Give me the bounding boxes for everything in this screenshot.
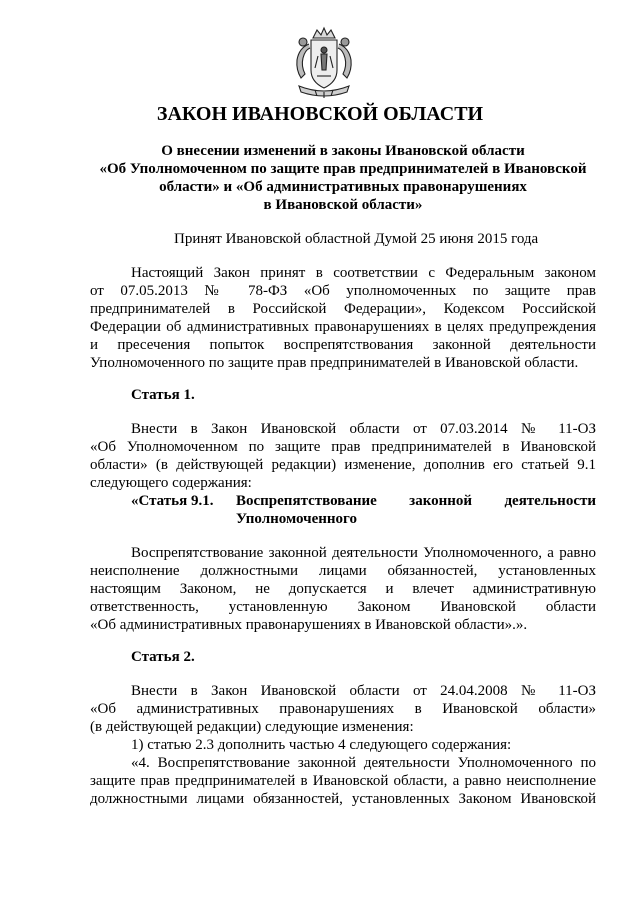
subject-line: О внесении изменений в законы Ивановской области [161, 143, 525, 159]
preamble-line: Уполномоченного по защите прав предпринимателей в Ивановской области. [90, 355, 579, 371]
article-9-1-name: Воспрепятствование законной деятельности [236, 493, 596, 509]
article1-line: «Об Уполномоченном по защите прав предпринимателей в Ивановской [90, 439, 596, 455]
preamble [90, 264, 596, 372]
article2-line: (в действующей редакции) следующие изменения: [90, 719, 414, 735]
article2-line: «4. Воспрепятствование законной деятельности Уполномоченного по [131, 755, 596, 771]
article1-heading: Статья 1. [131, 387, 195, 403]
article1-line: Внести в Закон Ивановской области от 07.03.2014 № 11-ОЗ [131, 421, 596, 437]
article-9-1-heading [90, 492, 596, 510]
article2-heading: Статья 2. [131, 649, 195, 665]
adoption-note [90, 230, 596, 248]
subject-line: в Ивановской области» [263, 197, 423, 213]
article-9-1-name-cont: Уполномоченного [236, 511, 357, 527]
document-title: ЗАКОН ИВАНОВСКОЙ ОБЛАСТИ [156, 103, 484, 125]
article1-body [90, 420, 596, 528]
preamble-line: от 07.05.2013 № 78-ФЗ «Об уполномоченных по защите прав [90, 283, 596, 299]
subject-line: области» и «Об административных правонарушениях [159, 179, 527, 195]
article-9-1-text [90, 544, 596, 634]
article-9-1-line: неисполнение должностными лицами обязанностей, установленных [90, 563, 596, 579]
law-subject [90, 142, 596, 214]
article-9-1-line: Воспрепятствование законной деятельности Уполномоченного, а равно [131, 545, 596, 561]
preamble-line: Настоящий Закон принят в соответствии с Федеральным законом [131, 265, 596, 281]
article1-line: области» (в действующей редакции) изменение, дополнив его статьей 9.1 [90, 457, 596, 473]
adoption-text: Принят Ивановской областной Думой 25 июня 2015 года [174, 231, 539, 247]
article1-line: следующего содержания: [90, 475, 252, 491]
article2-body [90, 682, 596, 808]
article-9-1-line: ответственность, установленную Законом Ивановской области [90, 599, 596, 615]
preamble-line: Федерации об административных правонарушениях в целях предупреждения [90, 319, 596, 335]
article2-line: «Об административных правонарушениях в Ивановской области» [90, 701, 596, 717]
preamble-line: предпринимателей в Российской Федерации», Кодексом Российской [90, 301, 596, 317]
article2-line: Внести в Закон Ивановской области от 24.04.2008 № 11-ОЗ [131, 683, 596, 699]
article2-line: защите прав предпринимателей в Ивановской области, а равно неисполнение [90, 773, 596, 789]
article-9-1-line: «Об административных правонарушениях в Ивановской области».». [90, 617, 528, 633]
preamble-line: и пресечения попыток воспрепятствования законной деятельности [90, 337, 596, 353]
article-9-1-line: настоящим Законом, не допускается и влечет административную [90, 581, 596, 597]
coat-of-arms-emblem [291, 26, 357, 98]
article2-line: 1) статью 2.3 дополнить частью 4 следующего содержания: [131, 737, 512, 753]
subject-line: «Об Уполномоченном по защите прав предпринимателей в Ивановской [99, 161, 587, 177]
article2-line: должностными лицами обязанностей, установленных Законом Ивановской [90, 791, 596, 807]
article-9-1-label: «Статья 9.1. [131, 493, 214, 509]
